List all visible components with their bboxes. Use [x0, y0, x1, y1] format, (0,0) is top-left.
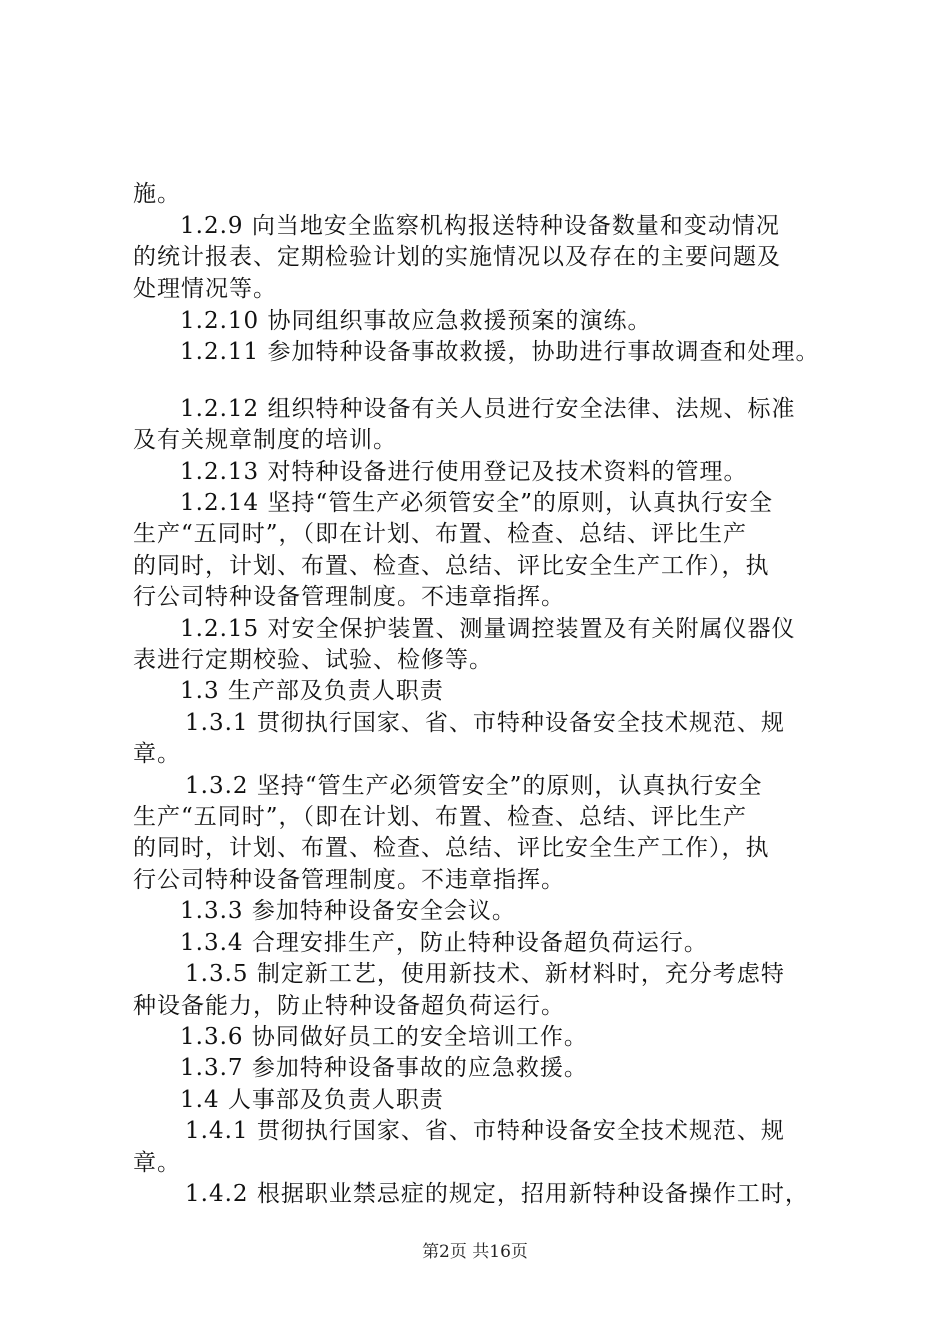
text-line: 1.3.3 参加特种设备安全会议。: [180, 898, 516, 924]
text-line: 行公司特种设备管理制度。不违章指挥。: [133, 867, 565, 893]
text-line: 1.3.4 合理安排生产，防止特种设备超负荷运行。: [180, 930, 708, 956]
text-line: 1.2.12 组织特种设备有关人员进行安全法律、法规、标准: [180, 396, 796, 422]
text-line: 的统计报表、定期检验计划的实施情况以及存在的主要问题及: [133, 244, 781, 270]
text-line: 及有关规章制度的培训。: [133, 427, 397, 453]
text-line: 的同时，计划、布置、检查、总结、评比安全生产工作），执: [133, 553, 770, 579]
section-heading: 1.4 人事部及负责人职责: [180, 1087, 444, 1113]
text-line: 施。: [133, 181, 181, 207]
text-line: 1.4.2 根据职业禁忌症的规定，招用新特种设备操作工时，: [185, 1181, 809, 1207]
text-line: 1.2.14 坚持“管生产必须管安全”的原则，认真执行安全: [180, 490, 773, 516]
text-line: 生产“五同时”，（即在计划、布置、检查、总结、评比生产: [133, 804, 748, 830]
text-line: 1.3.2 坚持“管生产必须管安全”的原则，认真执行安全: [185, 773, 763, 799]
text-line: 生产“五同时”，（即在计划、布置、检查、总结、评比生产: [133, 521, 748, 547]
text-line: 1.3.5 制定新工艺，使用新技术、新材料时，充分考虑特: [185, 961, 785, 987]
text-line: 1.3.6 协同做好员工的安全培训工作。: [180, 1024, 588, 1050]
text-line: 的同时，计划、布置、检查、总结、评比安全生产工作），执: [133, 835, 770, 861]
text-line: 行公司特种设备管理制度。不违章指挥。: [133, 584, 565, 610]
text-line: 种设备能力，防止特种设备超负荷运行。: [133, 993, 565, 1019]
text-line: 处理情况等。: [133, 276, 277, 302]
text-line: 1.2.13 对特种设备进行使用登记及技术资料的管理。: [180, 459, 748, 485]
text-line: 1.2.11 参加特种设备事故救援，协助进行事故调查和处理。: [180, 339, 820, 365]
text-line: 1.2.10 协同组织事故应急救援预案的演练。: [180, 308, 652, 334]
section-heading: 1.3 生产部及负责人职责: [180, 678, 444, 704]
text-line: 表进行定期校验、试验、检修等。: [133, 647, 493, 673]
text-line: 1.2.15 对安全保护装置、测量调控装置及有关附属仪器仪: [180, 616, 796, 642]
text-line: 1.3.7 参加特种设备事故的应急救援。: [180, 1055, 588, 1081]
text-line: 章。: [133, 741, 181, 767]
text-line: 1.4.1 贯彻执行国家、省、市特种设备安全技术规范、规: [185, 1118, 785, 1144]
text-line: 章。: [133, 1150, 181, 1176]
page-number-footer: 第2页 共16页: [422, 1242, 528, 1262]
text-line: 1.3.1 贯彻执行国家、省、市特种设备安全技术规范、规: [185, 710, 785, 736]
text-line: 1.2.9 向当地安全监察机构报送特种设备数量和变动情况: [180, 213, 780, 239]
